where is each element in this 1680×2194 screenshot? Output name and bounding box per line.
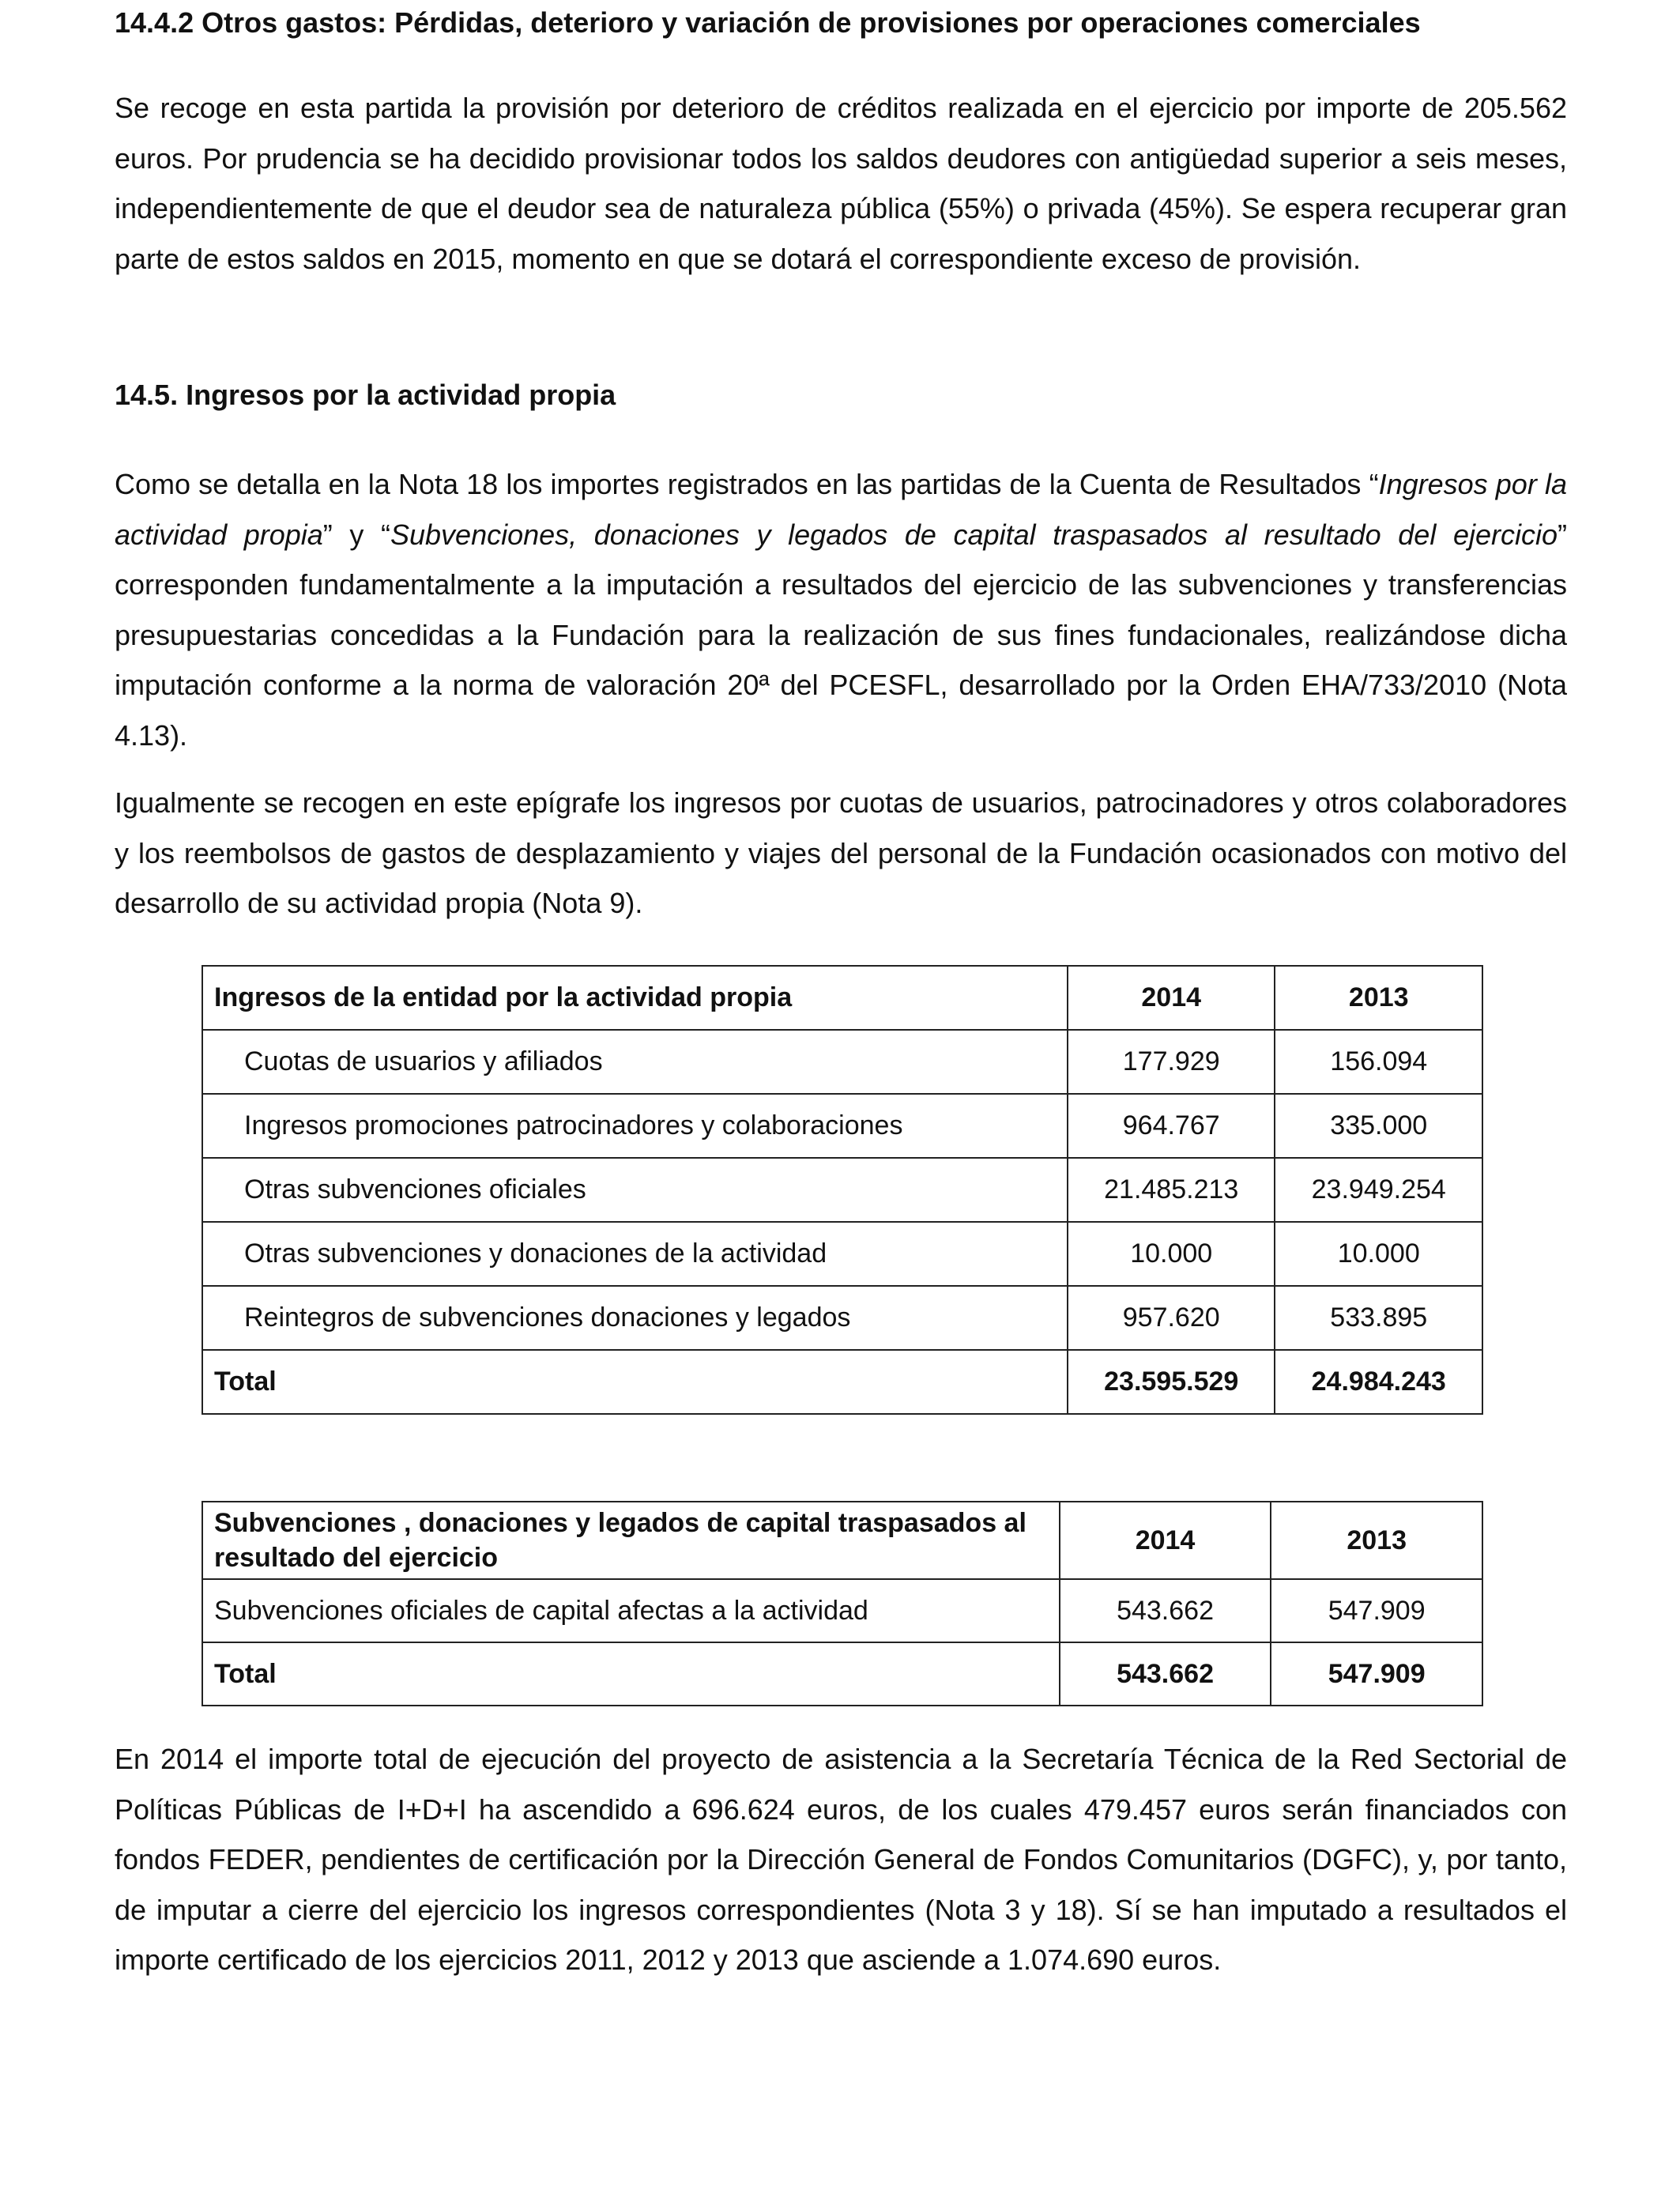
table-cell-label: Subvenciones oficiales de capital afectas a la actividad bbox=[202, 1579, 1060, 1642]
table-cell-value: 957.620 bbox=[1068, 1286, 1275, 1350]
table-cell-label: Otras subvenciones oficiales bbox=[202, 1158, 1068, 1222]
section-heading-ingresos-actividad: 14.5. Ingresos por la actividad propia bbox=[115, 379, 616, 411]
table-row bbox=[202, 1030, 1482, 1094]
table-header-cell: 2013 bbox=[1271, 1502, 1482, 1579]
table-cell-value: 335.000 bbox=[1275, 1094, 1482, 1158]
table-row bbox=[202, 1579, 1482, 1642]
table-header-cell: 2014 bbox=[1060, 1502, 1271, 1579]
table-row bbox=[202, 1222, 1482, 1286]
text-segment: Como se detalla en la Nota 18 los importes registrados en las partidas de la Cuenta de Resultados “ bbox=[115, 468, 1379, 500]
table-header-row bbox=[202, 1502, 1482, 1579]
table-row bbox=[202, 1286, 1482, 1350]
table-total-row bbox=[202, 1350, 1482, 1414]
italic-term-subvenciones: Subvenciones, donaciones y legados de capital traspasados al resultado del ejercicio bbox=[390, 518, 1558, 551]
table-cell-value: 10.000 bbox=[1275, 1222, 1482, 1286]
table-total-value: 23.595.529 bbox=[1068, 1350, 1275, 1414]
table-total-value: 543.662 bbox=[1060, 1642, 1271, 1706]
paragraph-nota-18 bbox=[115, 459, 1567, 760]
table-cell-value: 543.662 bbox=[1060, 1579, 1271, 1642]
italic-term-ingresos: Ingresos por la actividad propia bbox=[115, 468, 1567, 551]
table-ingresos-actividad-propia bbox=[202, 965, 1483, 1415]
section-heading-otros-gastos: 14.4.2 Otros gastos: Pérdidas, deterioro y variación de provisiones por operaciones comerciales bbox=[115, 6, 1421, 39]
table-cell-value: 23.949.254 bbox=[1275, 1158, 1482, 1222]
table-row bbox=[202, 1094, 1482, 1158]
table-cell-value: 156.094 bbox=[1275, 1030, 1482, 1094]
table-header-cell: 2013 bbox=[1275, 966, 1482, 1030]
paragraph-proyecto-feder: En 2014 el importe total de ejecución del proyecto de asistencia a la Secretaría Técnica de la Red Sectorial de Políticas Públicas de I+D+I ha ascendido a 696.624 euros, de los cuales 479.457 euros serán financiados con fondos FEDER, pendientes de certificación por la Dirección General de Fondos Comunitarios (DGFC), y, por tanto, de imputar a cierre del ejercicio los ingresos correspondientes (Nota 3 y 18). Sí se han imputado a resultados el importe certificado de los ejercicios 2011, 2012 y 2013 que asciende a 1.074.690 euros. bbox=[115, 1743, 1567, 1976]
table-header-cell: Ingresos de la entidad por la actividad propia bbox=[202, 966, 1068, 1030]
table-cell-value: 964.767 bbox=[1068, 1094, 1275, 1158]
table-total-row bbox=[202, 1642, 1482, 1706]
table-cell-value: 10.000 bbox=[1068, 1222, 1275, 1286]
table-cell-value: 21.485.213 bbox=[1068, 1158, 1275, 1222]
paragraph-provision-deterioro: Se recoge en esta partida la provisión por deterioro de créditos realizada en el ejercicio por importe de 205.562 euros. Por prudencia se ha decidido provisionar todos los saldos deudores con antigüedad superior a seis meses, independientemente de que el deudor sea de naturaleza pública (55%) o privada (45%). Se espera recuperar gran parte de estos saldos en 2015, momento en que se dotará el correspondiente exceso de provisión. bbox=[115, 92, 1567, 275]
table-cell-value: 177.929 bbox=[1068, 1030, 1275, 1094]
table-cell-label: Reintegros de subvenciones donaciones y legados bbox=[202, 1286, 1068, 1350]
table-cell-value: 547.909 bbox=[1271, 1579, 1482, 1642]
table-cell-label: Otras subvenciones y donaciones de la actividad bbox=[202, 1222, 1068, 1286]
table-cell-label: Cuotas de usuarios y afiliados bbox=[202, 1030, 1068, 1094]
table-subvenciones-capital bbox=[202, 1501, 1483, 1706]
table-total-label: Total bbox=[202, 1642, 1060, 1706]
table-total-label: Total bbox=[202, 1350, 1068, 1414]
table-header-cell: 2014 bbox=[1068, 966, 1275, 1030]
table-header-row bbox=[202, 966, 1482, 1030]
table-cell-value: 533.895 bbox=[1275, 1286, 1482, 1350]
table-row bbox=[202, 1158, 1482, 1222]
table-cell-label: Ingresos promociones patrocinadores y colaboraciones bbox=[202, 1094, 1068, 1158]
table-header-cell: Subvenciones , donaciones y legados de capital traspasados al resultado del ejercicio bbox=[202, 1502, 1060, 1579]
table-total-value: 547.909 bbox=[1271, 1642, 1482, 1706]
paragraph-cuotas-usuarios: Igualmente se recogen en este epígrafe los ingresos por cuotas de usuarios, patrocinadores y otros colaboradores y los reembolsos de gastos de desplazamiento y viajes del personal de la Fundación ocasionados con motivo del desarrollo de su actividad propia (Nota 9). bbox=[115, 786, 1567, 919]
text-segment: ” y “ bbox=[322, 518, 390, 551]
text-segment: ” corresponden fundamentalmente a la imputación a resultados del ejercicio de las subvenciones y transferencias presupuestarias concedidas a la Fundación para la realización de sus fines fundacionales, realizándose dicha imputación conforme a la norma de valoración 20ª del PCESFL, desarrollado por la Orden EHA/733/2010 (Nota 4.13). bbox=[115, 518, 1567, 752]
table-total-value: 24.984.243 bbox=[1275, 1350, 1482, 1414]
